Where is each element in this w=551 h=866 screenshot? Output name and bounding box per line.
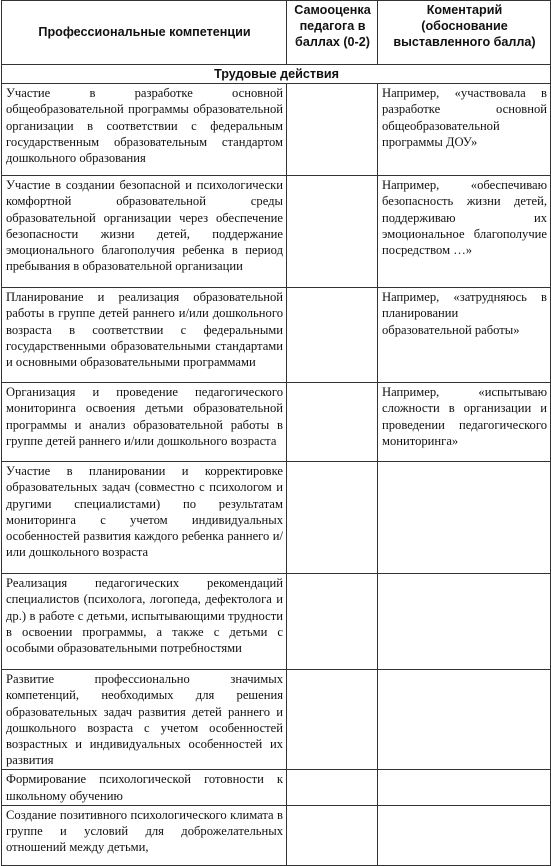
comment-cell[interactable] [378,770,551,805]
table-header-row [2,1,551,65]
comment-cell[interactable]: Например, «затрудняюсь в планировании образовательной работы» [378,288,551,383]
competence-table [1,0,551,866]
section-row [2,65,551,84]
competence-cell: Участие в создании безопасной и психологически комфортной образовательной среды образовательной организации через обеспечение безопасности жизни детей, поддержание эмоционального благополучия ребенка в период пребывания в образовательной организации [2,176,287,288]
score-cell[interactable] [287,288,378,383]
score-cell[interactable] [287,176,378,288]
score-cell[interactable] [287,574,378,670]
section-title: Трудовые действия [2,65,551,84]
table-row [2,770,551,805]
score-cell[interactable] [287,462,378,574]
comment-cell[interactable]: Например, «участвовала в разработке основной общеобразовательной программы ДОУ» [378,84,551,176]
table-row [2,288,551,383]
table-row [2,84,551,176]
table-row [2,383,551,462]
competence-cell: Создание позитивного психологического климата в группе и условий для доброжелательных отношений между детьми, [2,805,287,865]
table-row [2,462,551,574]
table-row [2,574,551,670]
competence-cell: Участие в планировании и корректировке образовательных задач (совместно с психологом и другими специалистами) по результатам мониторинга с учетом индивидуальных особенностей развития каждого ребенка раннего и/или дошкольного возраста [2,462,287,574]
score-cell[interactable] [287,383,378,462]
header-competencies: Профессиональные компетенции [2,1,287,65]
score-cell[interactable] [287,805,378,865]
table-row [2,805,551,865]
comment-cell[interactable] [378,574,551,670]
header-self-assessment: Самооценка педагога в баллах (0-2) [287,1,378,65]
comment-cell[interactable] [378,462,551,574]
competence-cell: Формирование психологической готовности к школьному обучению [2,770,287,805]
competence-cell: Реализация педагогических рекомендаций специалистов (психолога, логопеда, дефектолога и др.) в работе с детьми, испытывающими трудности в освоении программы, а также с детьми с особыми образовательными потребностями [2,574,287,670]
score-cell[interactable] [287,770,378,805]
competence-cell: Участие в разработке основной общеобразовательной программы образовательной организации в соответствии с федеральным государственным образовательным стандартом дошкольного образования [2,84,287,176]
competence-cell: Развитие профессионально значимых компетенций, необходимых для решения образовательных задач развития детей раннего и дошкольного возраста с учетом особенностей возрастных и индивидуальных особенностей их развития [2,670,287,770]
header-comment: Коментарий (обоснование выставленного балла) [378,1,551,65]
comment-cell[interactable]: Например, «обеспечиваю безопасность жизни детей, поддерживаю их эмоциональное благополучие посредством …» [378,176,551,288]
score-cell[interactable] [287,84,378,176]
competence-cell: Организация и проведение педагогического мониторинга освоения детьми образовательной программы и анализ образовательной работы в группе детей раннего и/или дошкольного возраста [2,383,287,462]
comment-cell[interactable]: Например, «испытываю сложности в организации и проведении педагогического мониторинга» [378,383,551,462]
competence-cell: Планирование и реализация образовательной работы в группе детей раннего и/или дошкольного возраста в соответствии с федеральными государственными образовательными стандартами и основными образовательными программами [2,288,287,383]
table-row [2,670,551,770]
comment-cell[interactable] [378,805,551,865]
score-cell[interactable] [287,670,378,770]
comment-cell[interactable] [378,670,551,770]
table-row [2,176,551,288]
